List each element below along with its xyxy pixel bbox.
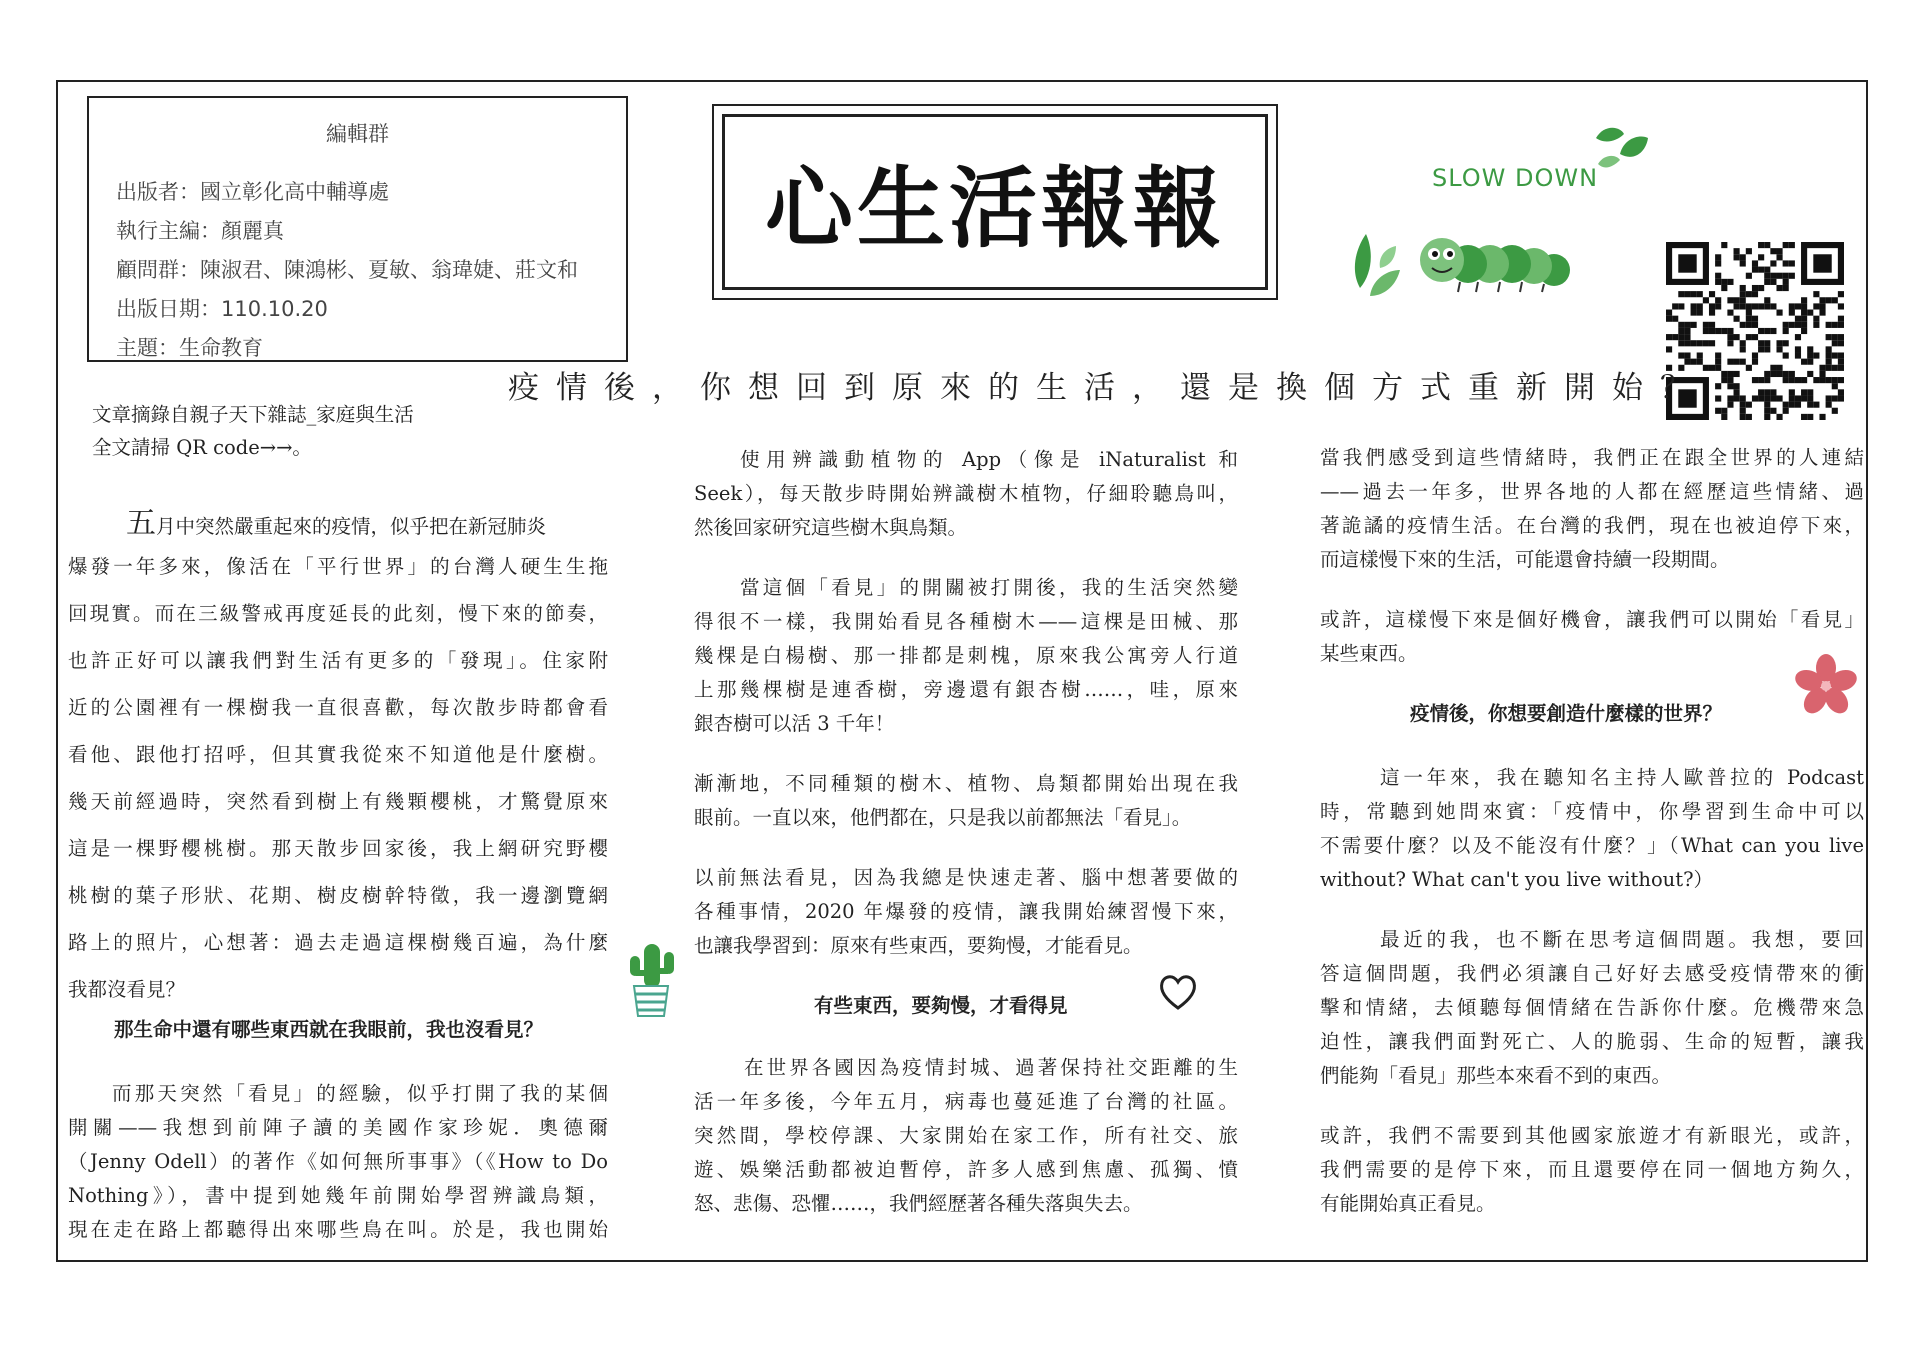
editors-line: 主題：生命教育 (116, 336, 263, 360)
paragraph-line: 在世界各國因為疫情封城、過著保持社交距離的生 (744, 1056, 1238, 1079)
editors-box (87, 96, 628, 362)
paragraph-line: ——過去一年多，世界各地的人都在經歷這些情緒、過 (1320, 480, 1864, 503)
paragraph-line: 開關——我想到前陣子讀的美國作家珍妮．奧德爾 (68, 1116, 608, 1139)
paragraph-line: 銀杏樹可以活 3 千年！ (694, 712, 895, 735)
paragraph-line: 最近的我，也不斷在思考這個問題。我想，要回 (1380, 928, 1864, 951)
subheading: 那生命中還有哪些東西就在我眼前，我也沒看見？ (114, 1018, 544, 1041)
leaf-icon (1350, 228, 1406, 300)
paragraph-line: 爆發一年多來，像活在「平行世界」的台灣人硬生生拖 (68, 555, 608, 578)
paragraph-line: 時，常聽到她問來賓：「疫情中，你學習到生命中可以 (1320, 800, 1864, 823)
paragraph-line: 迫性，讓我們面對死亡、人的脆弱、生命的短暫，讓我 (1320, 1030, 1864, 1053)
paragraph-line: Seek），每天散步時開始辨識樹木植物，仔細聆聽鳥叫， (694, 482, 1238, 505)
editors-line: 出版日期：110.10.20 (116, 297, 328, 321)
paragraph-line: 而那天突然「看見」的經驗，似乎打開了我的某個 (112, 1082, 608, 1105)
paragraph-line: 答這個問題，我們必須讓自己好好去感受疫情帶來的衝 (1320, 962, 1864, 985)
paragraph-line: 回現實。而在三級警戒再度延長的此刻，慢下來的節奏， (68, 602, 608, 625)
paragraph-line: 路上的照片，心想著：過去走過這棵樹幾百遍，為什麼 (68, 931, 608, 954)
paragraph-line: 活一年多後，今年五月，病毒也蔓延進了台灣的社區。 (694, 1090, 1238, 1113)
paragraph-line: 擊和情緒，去傾聽每個情緒在告訴你什麼。危機帶來急 (1320, 996, 1864, 1019)
paragraph-line: 們能夠「看見」那些本來看不到的東西。 (1320, 1064, 1672, 1087)
leaf-icon (1590, 124, 1650, 184)
paragraph-line: 著詭譎的疫情生活。在台灣的我們，現在也被迫停下來， (1320, 514, 1864, 537)
source-line: 文章摘錄自親子天下雜誌_家庭與生活 (92, 403, 414, 426)
paragraph-line: 這是一棵野櫻桃樹。那天散步回家後，我上網研究野櫻 (68, 837, 608, 860)
paragraph-line: 也讓我學習到：原來有些東西，要夠慢，才能看見。 (694, 934, 1143, 957)
editors-line: 執行主編：顏麗真 (116, 219, 284, 243)
paragraph-line: 突然間，學校停課、大家開始在家工作，所有社交、旅 (694, 1124, 1238, 1147)
subheading: 有些東西，要夠慢，才看得見 (814, 994, 1068, 1017)
paragraph-line: 桃樹的葉子形狀、花期、樹皮樹幹特徵，我一邊瀏覽網 (68, 884, 608, 907)
paragraph-line: 上那幾棵樹是連香樹，旁邊還有銀杏樹……，哇，原來 (694, 678, 1238, 701)
paragraph-line: 漸漸地，不同種類的樹木、植物、鳥類都開始出現在我 (694, 772, 1238, 795)
paragraph-line: （Jenny Odell）的著作《如何無所事事》（《How to Do (68, 1150, 608, 1173)
paragraph-line: 我都沒看見？ (68, 978, 186, 1001)
paragraph-line: 遊、娛樂活動都被迫暫停，許多人感到焦慮、孤獨、憤 (694, 1158, 1238, 1181)
paragraph-line: 使用辨識動植物的 App（像是 iNaturalist 和 (740, 448, 1238, 471)
paragraph-line: 各種事情，2020 年爆發的疫情，讓我開始練習慢下來， (694, 900, 1238, 923)
paragraph-line: 幾天前經過時，突然看到樹上有幾顆櫻桃，才驚覺原來 (68, 790, 608, 813)
masthead-title: 心生活報報 (764, 157, 1225, 260)
paragraph-line: 然後回家研究這些樹木與鳥類。 (694, 516, 968, 539)
paragraph-line: 得很不一樣，我開始看見各種樹木——這棵是田械、那 (694, 610, 1238, 633)
subheading: 疫情後，你想要創造什麼樣的世界？ (1410, 702, 1723, 725)
drop-cap: 五 (126, 506, 156, 541)
caterpillar-icon (1416, 232, 1576, 298)
paragraph-line: 現在走在路上都聽得出來哪些鳥在叫。於是，我也開始 (68, 1218, 608, 1241)
paragraph-line: 而這樣慢下來的生活，可能還會持續一段期間。 (1320, 548, 1730, 571)
headline: 疫情後，你想回到原來的生活，還是換個方式重新開始？ (508, 370, 1708, 406)
paragraph-line: 或許，這樣慢下來是個好機會，讓我們可以開始「看見」 (1320, 608, 1864, 631)
paragraph-line: 以前無法看見，因為我總是快速走著、腦中想著要做的 (694, 866, 1238, 889)
paragraph-line: 怒、悲傷、恐懼……，我們經歷著各種失落與失去。 (694, 1192, 1143, 1215)
paragraph-line: 看他、跟他打招呼，但其實我從來不知道他是什麼樹。 (68, 743, 608, 766)
source-line: 全文請掃 QR code→→。 (92, 436, 312, 459)
slow-down-text: SLOW DOWN (1432, 164, 1599, 192)
paragraph-line: Nothing》），書中提到她幾年前開始學習辨識鳥類， (68, 1184, 608, 1207)
paragraph-line: 某些東西。 (1320, 642, 1418, 665)
paragraph-line: 這一年來，我在聽知名主持人歐普拉的 Podcast (1380, 766, 1864, 789)
paragraph-line: 或許，我們不需要到其他國家旅遊才有新眼光，或許， (1320, 1124, 1864, 1147)
heart-icon (1158, 972, 1198, 1012)
masthead-title-box (712, 104, 1278, 300)
paragraph-line: 當這個「看見」的開關被打開後，我的生活突然變 (740, 576, 1238, 599)
editors-line: 出版者：國立彰化高中輔導處 (116, 180, 389, 204)
paragraph-line: 幾棵是白楊樹、那一排都是刺槐，原來我公寓旁人行道 (694, 644, 1238, 667)
editors-heading: 編輯群 (326, 122, 389, 146)
paragraph-line: 當我們感受到這些情緒時，我們正在跟全世界的人連結 (1320, 446, 1864, 469)
paragraph-line: 近的公園裡有一棵樹我一直很喜歡，每次散步時都會看 (68, 696, 608, 719)
paragraph-line: 我們需要的是停下來，而且還要停在同一個地方夠久， (1320, 1158, 1864, 1181)
paragraph-line: 五月中突然嚴重起來的疫情，似乎把在新冠肺炎 (126, 506, 547, 541)
cactus-icon (624, 938, 678, 1018)
paragraph-line: 有能開始真正看見。 (1320, 1192, 1496, 1215)
paragraph-line: without? What can't you live without?） (1320, 868, 1714, 891)
paragraph-line: 眼前。一直以來，他們都在，只是我以前都無法「看見」。 (694, 806, 1192, 829)
flower-icon (1794, 654, 1858, 718)
paragraph-line: 也許正好可以讓我們對生活有更多的「發現」。住家附 (68, 649, 608, 672)
paragraph-line: 不需要什麼？以及不能沒有什麼？」（What can you live (1320, 834, 1864, 857)
editors-line: 顧問群：陳淑君、陳鴻彬、夏敏、翁瑋婕、莊文和 (116, 258, 578, 282)
